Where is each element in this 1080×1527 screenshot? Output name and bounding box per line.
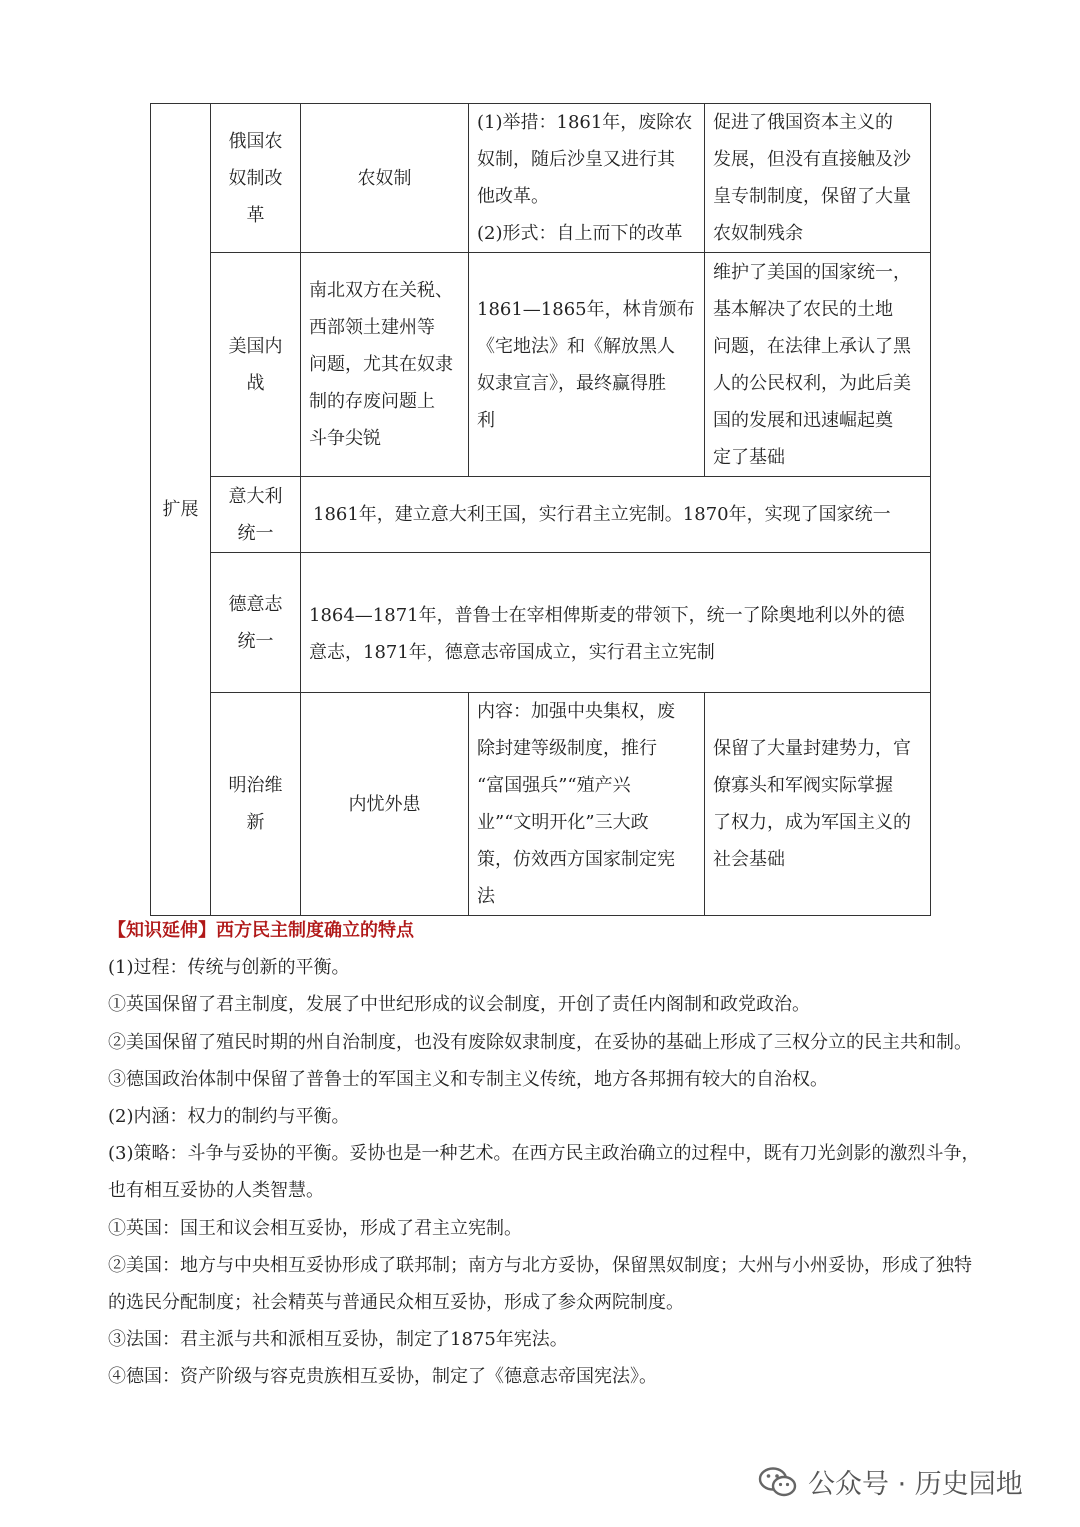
row-name-cell: [211, 104, 301, 253]
text-line: 策，仿效西方国家制定宪: [477, 849, 675, 870]
table-row: [151, 553, 931, 693]
impact-cell: [705, 104, 931, 253]
table-row: [151, 104, 931, 253]
text-line: (1)举措：1861年，废除农: [477, 112, 693, 133]
impact-cell: [705, 693, 931, 916]
extension-paragraph: ③德国政治体制中保留了普鲁士的军国主义和专制主义传统，地方各邦拥有较大的自治权。: [108, 1068, 828, 1090]
text-line: 农奴制: [357, 167, 412, 189]
text-line: 内忧外患: [348, 793, 421, 815]
text-line: 他改革。: [477, 186, 549, 207]
cause-cell: [301, 104, 469, 253]
text-line: 制的存废问题上: [309, 391, 435, 412]
wechat-icon: [758, 1466, 798, 1498]
watermark-text: 公众号 · 历史园地: [808, 1469, 1023, 1500]
text-line: 奴隶宣言》，最终赢得胜: [477, 372, 666, 394]
knowledge-extension: [108, 912, 988, 1396]
text-line: 新: [246, 812, 265, 833]
text-line: 利: [477, 409, 495, 431]
text-line: 战: [246, 372, 265, 394]
extension-paragraph: ③法国：君主派与共和派相互妥协，制定了1875年宪法。: [108, 1329, 568, 1351]
text-line: 维护了美国的国家统一，: [713, 261, 911, 283]
text-line: 革: [246, 204, 265, 226]
cause-cell: [301, 253, 469, 477]
measures-cell: [469, 253, 705, 477]
content-cell: [301, 477, 931, 553]
impact-cell: [705, 253, 931, 477]
extension-paragraph: ④德国：资产阶级与容克贵族相互妥协，制定了《德意志帝国宪法》。: [108, 1366, 657, 1388]
text-line: 《宅地法》和《解放黑人: [477, 335, 675, 357]
text-line: (2)形式：自上而下的改革: [477, 223, 683, 244]
text-line: 人的公民权利，为此后美: [713, 372, 911, 394]
extension-paragraph: (3)策略：斗争与妥协的平衡。妥协也是一种艺术。在西方民主政治确立的过程中，既有刀光剑影的激烈斗争，也有相互妥协的人类智慧。: [108, 1143, 980, 1202]
text-line: “富国强兵”“殖产兴: [477, 775, 631, 796]
text-line: 业”“文明开化”三大政: [477, 812, 649, 833]
text-line: 定了基础: [713, 446, 785, 468]
text-line: 1861年，建立意大利王国，实行君主立宪制。1870年，实现了国家统一: [313, 504, 891, 525]
text-line: 明治维: [228, 775, 283, 796]
measures-cell: [469, 104, 705, 253]
text-line: 保留了大量封建势力，官: [713, 738, 911, 759]
text-line: 俄国农: [228, 130, 283, 152]
text-line: 南北双方在关税、: [309, 280, 453, 301]
text-line: 了权力，成为军国主义的: [713, 812, 911, 833]
extension-paragraph: (2)内涵：权力的制约与平衡。: [108, 1106, 350, 1128]
text-line: 美国内: [228, 335, 283, 357]
text-line: 发展，但没有直接触及沙: [713, 149, 911, 170]
text-line: 意志，1871年，德意志帝国成立，实行君主立宪制: [309, 641, 715, 663]
extension-paragraph: ①英国：国王和议会相互妥协，形成了君主立宪制。: [108, 1217, 522, 1239]
text-line: 僚寡头和军阀实际掌握: [713, 775, 893, 796]
extension-paragraph: ②美国：地方与中央相互妥协形成了联邦制；南方与北方妥协，保留黑奴制度；大州与小州妥协，形成了独特的选民分配制度；社会精英与普通民众相互妥协，形成了参众两院制度。: [108, 1254, 972, 1314]
text-line: 促进了俄国资本主义的: [713, 112, 893, 133]
text-line: 问题，尤其在奴隶: [309, 354, 453, 375]
text-line: 社会基础: [713, 849, 785, 870]
category-cell: [151, 104, 211, 916]
extension-paragraph: ①英国保留了君主制度，发展了中世纪形成的议会制度，开创了责任内阁制和政党政治。: [108, 994, 810, 1016]
watermark: [758, 1462, 1023, 1501]
history-table: [150, 103, 931, 916]
text-line: 德意志: [228, 593, 283, 615]
text-line: 统一: [237, 630, 274, 652]
text-line: 皇专制制度，保留了大量: [713, 186, 911, 207]
text-line: 1861—1865年，林肯颁布: [477, 298, 695, 320]
table-row: [151, 253, 931, 477]
text-line: 内容：加强中央集权，废: [477, 701, 675, 722]
row-name-cell: [211, 477, 301, 553]
extension-paragraph: (1)过程：传统与创新的平衡。: [108, 957, 350, 979]
text-line: 意大利: [228, 485, 283, 507]
table-row: [151, 693, 931, 916]
row-name-cell: [211, 693, 301, 916]
text-line: 基本解决了农民的土地: [713, 298, 893, 320]
category-label: 扩展: [162, 499, 199, 520]
text-line: 1864—1871年，普鲁士在宰相俾斯麦的带领下，统一了除奥地利以外的德: [309, 604, 905, 626]
extension-heading: 【知识延伸】西方民主制度确立的特点: [108, 920, 414, 941]
text-line: 法: [477, 886, 495, 907]
content-cell: [301, 553, 931, 693]
text-line: 统一: [237, 522, 274, 544]
text-line: 斗争尖锐: [309, 428, 381, 449]
text-line: 问题，在法律上承认了黑: [713, 335, 911, 357]
table-row: [151, 477, 931, 553]
row-name-cell: [211, 253, 301, 477]
cause-cell: [301, 693, 469, 916]
text-line: 农奴制残余: [713, 223, 803, 244]
text-line: 西部领土建州等: [309, 317, 435, 338]
text-line: 除封建等级制度，推行: [477, 738, 657, 759]
row-name-cell: [211, 553, 301, 693]
extension-paragraph: ②美国保留了殖民时期的州自治制度，也没有废除奴隶制度，在妥协的基础上形成了三权分立的民主共和制。: [108, 1031, 972, 1053]
text-line: 奴制改: [228, 167, 283, 189]
text-line: 国的发展和迅速崛起奠: [713, 409, 893, 431]
text-line: 奴制，随后沙皇又进行其: [477, 149, 675, 170]
measures-cell: [469, 693, 705, 916]
